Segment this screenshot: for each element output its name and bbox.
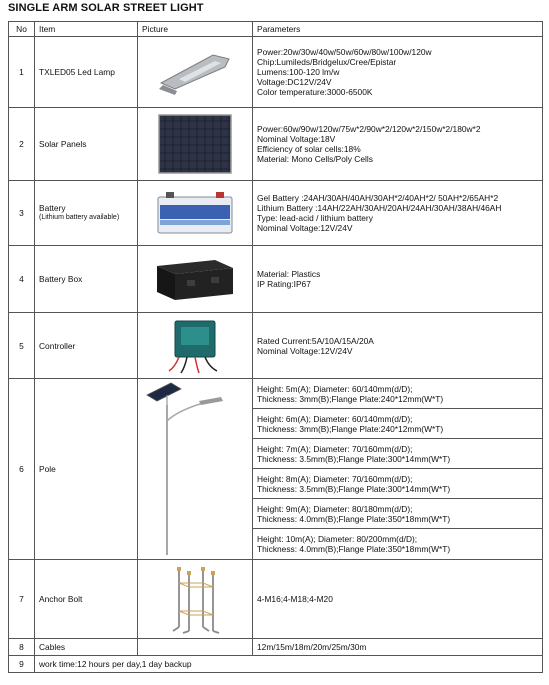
header-picture: Picture	[138, 22, 253, 37]
table-row	[9, 181, 543, 246]
item-name: Battery Box	[35, 246, 138, 313]
row-number: 8	[9, 639, 35, 656]
param-line: Thickness: 3.5mm(B);Flange Plate:300*14mm(W*T)	[257, 453, 451, 464]
header-item: Item	[35, 22, 138, 37]
param-line: Nominal Voltage:12V/24V	[257, 345, 353, 356]
table-header-row	[9, 22, 543, 37]
anchor-bolt-picture	[138, 560, 253, 639]
item-name: Cables	[35, 639, 138, 656]
battery-image	[156, 191, 234, 235]
param-line: Height: 10m(A); Diameter: 80/200mm(d/D);	[257, 534, 418, 544]
item-name: Solar Panels	[35, 108, 138, 181]
item-name: Anchor Bolt	[35, 560, 138, 639]
param-line: Height: 5m(A); Diameter: 60/140mm(d/D);	[257, 383, 413, 394]
table-row	[9, 560, 543, 639]
param-line: Material: Mono Cells/Poly Cells	[257, 154, 373, 164]
param-line: Power:20w/30w/40w/50w/60w/80w/100w/120w	[257, 47, 432, 57]
row-number: 2	[9, 108, 35, 181]
param-line: Thickness: 3mm(B);Flange Plate:240*12mm(W*T)	[257, 423, 444, 434]
item-subtitle: (Lithium battery available)	[39, 214, 120, 221]
led-lamp-picture	[138, 37, 253, 108]
table-row	[9, 246, 543, 313]
item-name: Battery	[39, 203, 66, 213]
param-line: Material: Plastics	[257, 269, 321, 279]
param-line: Thickness: 4.0mm(B);Flange Plate:350*18mm(W*T)	[257, 513, 451, 524]
battery-picture	[138, 181, 253, 246]
param-line: Efficiency of solar cells:18%	[257, 144, 361, 154]
header-parameters: Parameters	[253, 22, 543, 37]
param-line: Height: 7m(A); Diameter: 70/160mm(d/D);	[257, 443, 413, 454]
param-line: Thickness: 4.0mm(B);Flange Plate:350*18mm(W*T)	[257, 544, 451, 554]
param-line: Lumens:100-120 lm/w	[257, 67, 340, 77]
battery-box-picture	[138, 246, 253, 313]
work-time-note: work time:12 hours per day,1 day backup	[35, 656, 543, 673]
param-line: Thickness: 3mm(B);Flange Plate:240*12mm(W*T)	[257, 393, 444, 404]
spec-table	[8, 21, 543, 673]
row-number: 4	[9, 246, 35, 313]
battery-box-image	[153, 254, 237, 304]
table-row	[9, 639, 543, 656]
row-number: 3	[9, 181, 35, 246]
table-row	[9, 379, 543, 409]
row-number: 1	[9, 37, 35, 108]
parameters-cell	[253, 639, 543, 656]
param-line: Nominal Voltage:12V/24V	[257, 223, 353, 233]
controller-image	[165, 317, 225, 375]
item-cell	[35, 181, 138, 246]
header-no: No	[9, 22, 35, 37]
pole-image	[143, 381, 247, 557]
parameters-cell	[253, 246, 543, 313]
param-line: Lithium Battery :14AH/22AH/30AH/20AH/24AH/30AH/38AH/46AH	[257, 203, 502, 213]
row-number: 5	[9, 313, 35, 379]
item-name: Pole	[35, 379, 138, 560]
param-line: IP Rating:IP67	[257, 279, 311, 289]
pole-spec-cell	[253, 529, 543, 560]
controller-picture	[138, 313, 253, 379]
table-row	[9, 37, 543, 108]
parameters-cell	[253, 181, 543, 246]
row-number: 6	[9, 379, 35, 560]
param-line: Height: 8m(A); Diameter: 70/160mm(d/D);	[257, 473, 413, 484]
param-line: Chip:Lumileds/Bridgelux/Cree/Epistar	[257, 57, 397, 67]
page-title: SINGLE ARM SOLAR STREET LIGHT	[8, 2, 204, 14]
parameters-cell	[253, 560, 543, 639]
parameters-cell	[253, 313, 543, 379]
table-row	[9, 656, 543, 673]
item-name: TXLED05 Led Lamp	[35, 37, 138, 108]
solar-panel-picture	[138, 108, 253, 181]
param-line: Voltage:DC12V/24V	[257, 77, 332, 87]
pole-spec-cell	[253, 499, 543, 529]
table-row	[9, 108, 543, 181]
param-line: Rated Current:5A/10A/15A/20A	[257, 335, 374, 346]
param-line: Height: 6m(A); Diameter: 60/140mm(d/D);	[257, 413, 413, 424]
led-lamp-image	[155, 47, 235, 97]
param-line: Height: 9m(A); Diameter: 80/180mm(d/D);	[257, 503, 413, 514]
param-line: 12m/15m/18m/20m/25m/30m	[257, 642, 367, 652]
pole-spec-cell	[253, 379, 543, 409]
param-line: 4-M16;4-M18;4-M20	[257, 594, 333, 604]
item-name: Controller	[35, 313, 138, 379]
pole-spec-cell	[253, 409, 543, 439]
pole-spec-cell	[253, 439, 543, 469]
param-line: Type: lead-acid / lithium battery	[257, 213, 373, 223]
param-line: Power:60w/90w/120w/75w*2/90w*2/120w*2/150w*2/180w*2	[257, 124, 481, 134]
param-line: Nominal Voltage:18V	[257, 134, 336, 144]
parameters-cell	[253, 37, 543, 108]
pole-picture	[138, 379, 253, 560]
anchor-bolt-image	[165, 563, 225, 635]
row-number: 9	[9, 656, 35, 673]
table-row	[9, 313, 543, 379]
param-line: Thickness: 3.5mm(B);Flange Plate:300*14mm(W*T)	[257, 483, 451, 494]
param-line: Color temperature:3000-6500K	[257, 87, 373, 97]
param-line: Gel Battery :24AH/30AH/40AH/30AH*2/40AH*2/ 50AH*2/65AH*2	[257, 193, 499, 203]
solar-panel-image	[157, 113, 233, 175]
pole-spec-cell	[253, 469, 543, 499]
row-number: 7	[9, 560, 35, 639]
empty-picture-cell	[138, 639, 253, 656]
parameters-cell	[253, 108, 543, 181]
